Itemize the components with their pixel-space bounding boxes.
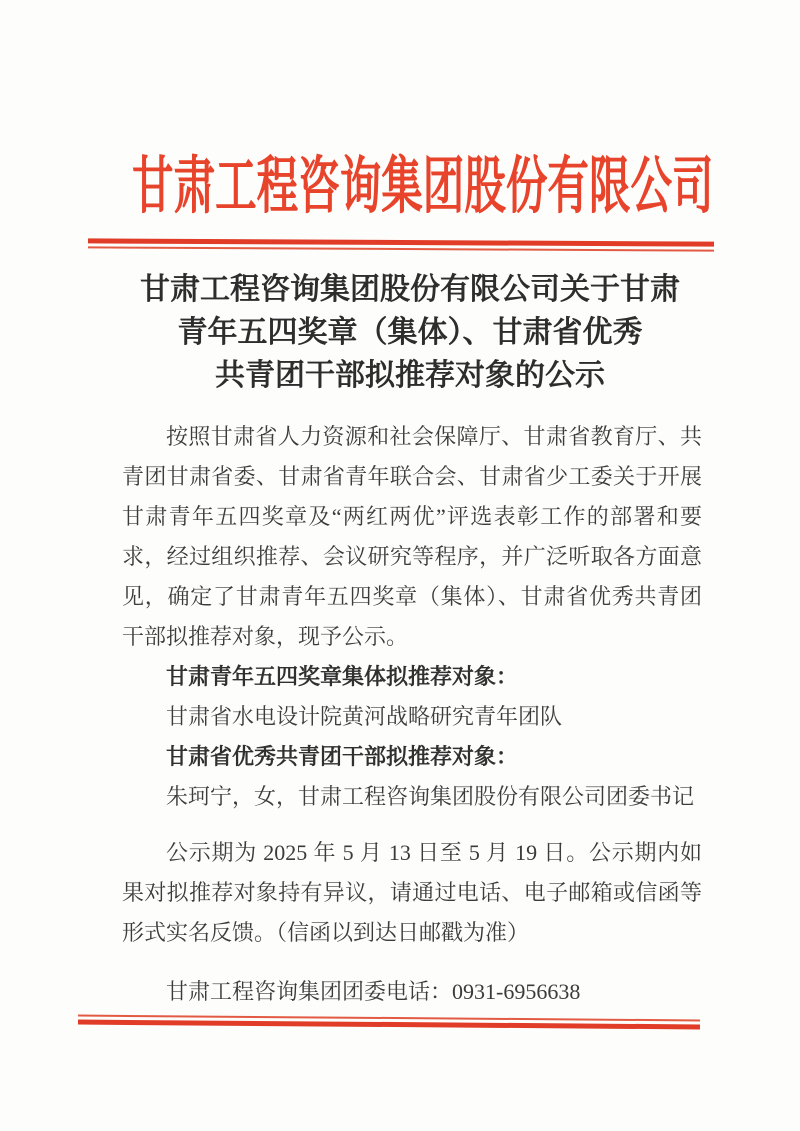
collective-nominee: 甘肃省水电设计院黄河战略研究青年团队 — [166, 704, 563, 729]
cadre-award-heading: 甘肃省优秀共青团干部拟推荐对象： — [166, 744, 519, 769]
header-double-rule — [88, 238, 714, 251]
document-title — [85, 268, 735, 397]
publicity-period-paragraph: 公示期为 2025 年 5 月 13 日至 5 月 19 日。公示期内如果对拟推荐对象持有异议，请通过电话、电子邮箱或信函等形式实名反馈。（信函以到达日邮戳为准） — [122, 840, 702, 945]
document-title-line-2: 青年五四奖章（集体）、甘肃省优秀 — [177, 316, 643, 349]
intro-paragraph: 按照甘肃省人力资源和社会保障厅、甘肃省教育厅、共青团甘肃省委、甘肃省青年联合会、甘肃省少工委关于开展甘肃青年五四奖章及“两红两优”评选表彰工作的部署和要求，经过组织推荐、会议研究等程序，并广泛听取各方面意见，确定了甘肃青年五四奖章（集体）、甘肃省优秀共青团干部拟推荐对象，现予公示。 — [122, 424, 702, 649]
document-title-line-1: 甘肃工程咨询集团股份有限公司关于甘肃 — [140, 273, 680, 306]
collective-award-heading: 甘肃青年五四奖章集体拟推荐对象： — [166, 664, 519, 689]
contact-phone-line: 甘肃工程咨询集团团委电话：0931-6956638 — [166, 979, 581, 1004]
footer-double-rule — [78, 1015, 700, 1030]
cadre-nominee: 朱珂宁，女，甘肃工程咨询集团股份有限公司团委书记 — [166, 784, 695, 809]
document-title-line-3: 共青团干部拟推荐对象的公示 — [215, 359, 605, 392]
letterhead-company-name: 甘肃工程咨询集团股份有限公司 — [132, 153, 714, 221]
document-body — [122, 417, 702, 1012]
